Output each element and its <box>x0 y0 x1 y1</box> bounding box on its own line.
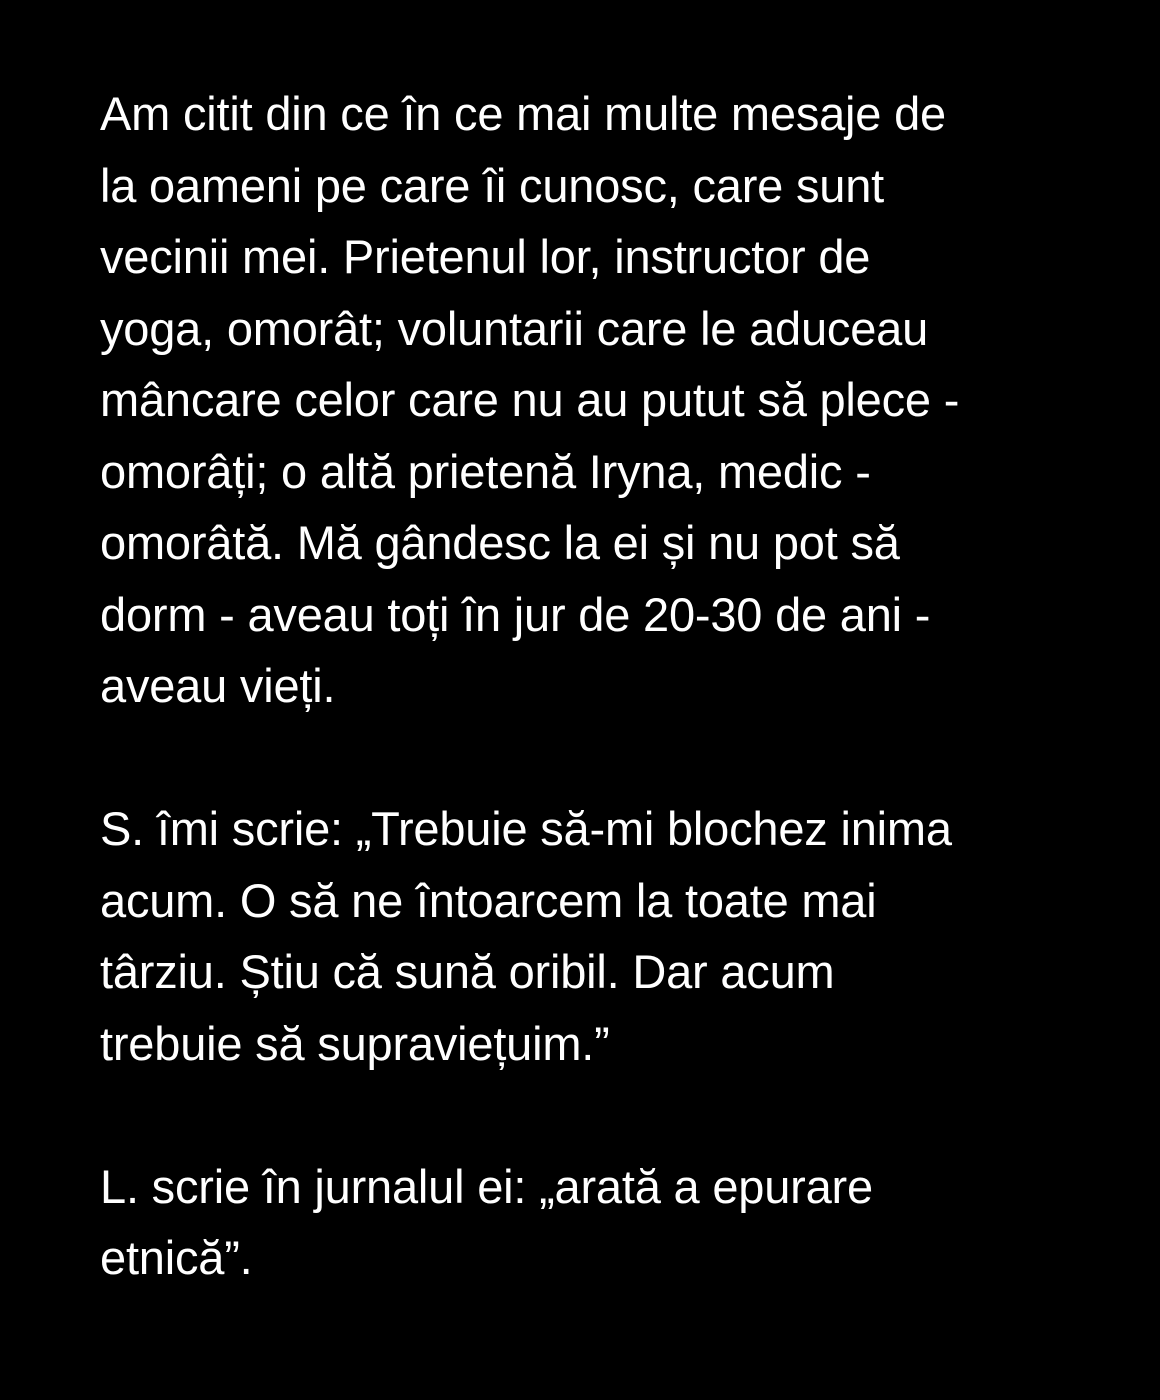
text-line: omorâtă. Mă gândesc la ei și nu pot să <box>100 516 900 569</box>
paragraph-gap <box>100 722 1100 794</box>
text-line: omorâți; o altă prietenă Iryna, medic - <box>100 444 871 498</box>
paragraph-2 <box>100 793 1100 1079</box>
text-line: dorm - aveau toți în jur de 20-30 de ani - <box>100 587 931 641</box>
text-line: Am citit din ce în ce mai multe mesaje de <box>100 87 946 140</box>
text-line: târziu. Știu că sună oribil. Dar acum <box>100 945 835 998</box>
text-line: yoga, omorât; voluntarii care le aduceau <box>100 301 929 355</box>
paragraph-3 <box>100 1151 1100 1294</box>
paragraph-1 <box>100 78 1100 722</box>
text-line: mâncare celor care nu au putut să plece - <box>100 373 960 426</box>
text-line: L. scrie în jurnalul ei: „arată a epurare <box>100 1159 873 1213</box>
note-body <box>100 78 1100 1294</box>
text-line: acum. O să ne întoarcem la toate mai <box>100 873 877 927</box>
paragraph-gap <box>100 1079 1100 1151</box>
text-line: aveau vieți. <box>100 659 336 712</box>
text-line: etnică”. <box>100 1231 253 1284</box>
text-line: la oameni pe care îi cunosc, care sunt <box>100 158 884 212</box>
text-line: trebuie să supraviețuim.” <box>100 1016 610 1070</box>
text-line: S. îmi scrie: „Trebuie să-mi blochez inima <box>100 802 952 855</box>
text-line: vecinii mei. Prietenul lor, instructor de <box>100 230 871 283</box>
